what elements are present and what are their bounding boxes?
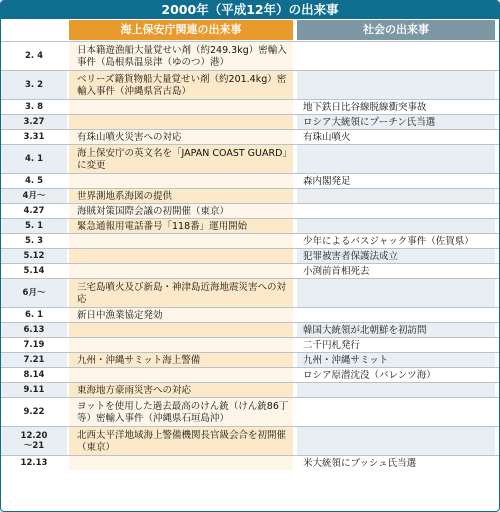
- row-society-event: [297, 427, 495, 455]
- row-coast-guard-event: ヨットを使用した過去最高のけん銃（けん銃86丁等）密輸入事件（沖縄県石垣島沖）: [69, 398, 293, 426]
- row-date: 5. 1: [1, 219, 67, 233]
- table-row: [1, 70, 499, 99]
- row-society-event: 韓国大統領が北朝鮮を初訪問: [297, 323, 495, 337]
- table-row: [1, 322, 499, 337]
- row-society-event: 米大統領にブッシュ氏当選: [297, 456, 495, 470]
- row-date: 2. 4: [1, 42, 67, 70]
- row-coast-guard-event: [69, 174, 293, 188]
- table-row: [1, 233, 499, 248]
- row-society-event: [297, 383, 495, 397]
- row-coast-guard-event: 北西太平洋地域海上警備機関長官級会合を初開催（東京）: [69, 427, 293, 455]
- table-row: [1, 129, 499, 144]
- row-coast-guard-event: [69, 249, 293, 263]
- table-row: [1, 397, 499, 426]
- row-date: 5.12: [1, 249, 67, 263]
- row-coast-guard-event: 海上保安庁の英文名を「JAPAN COAST GUARD」に変更: [69, 145, 293, 173]
- row-society-event: [297, 279, 495, 307]
- table-row: [1, 278, 499, 307]
- header-coast-guard-events: 海上保安庁関連の出来事: [69, 20, 293, 40]
- row-date: 7.21: [1, 353, 67, 367]
- table-row: [1, 144, 499, 173]
- column-headers: [1, 20, 499, 40]
- table-row: [1, 203, 499, 218]
- table-row: [1, 352, 499, 367]
- table-row: [1, 382, 499, 397]
- row-coast-guard-event: 世界測地系海図の提供: [69, 189, 293, 203]
- row-society-event: [297, 204, 495, 218]
- row-society-event: 小渕前首相死去: [297, 264, 495, 278]
- row-coast-guard-event: 東海地方豪雨災害への対応: [69, 383, 293, 397]
- row-date: 3. 2: [1, 71, 67, 99]
- row-date: 9.22: [1, 398, 67, 426]
- table-row: [1, 114, 499, 129]
- table-row: [1, 99, 499, 114]
- row-date: 3.27: [1, 115, 67, 129]
- row-date: 6月～: [1, 279, 67, 307]
- row-society-event: 少年によるバスジャック事件（佐賀県）: [297, 234, 495, 248]
- row-society-event: 九州・沖縄サミット: [297, 353, 495, 367]
- row-coast-guard-event: 緊急通報用電話番号「118番」運用開始: [69, 219, 293, 233]
- table-row: [1, 188, 499, 203]
- row-society-event: 犯罪被害者保護法成立: [297, 249, 495, 263]
- row-coast-guard-event: 九州・沖縄サミット海上警備: [69, 353, 293, 367]
- row-date: 3. 8: [1, 100, 67, 114]
- row-coast-guard-event: 海賊対策国際会議の初開催（東京）: [69, 204, 293, 218]
- row-society-event: [297, 189, 495, 203]
- row-coast-guard-event: [69, 368, 293, 382]
- header-society-events: 社会の出来事: [297, 20, 495, 40]
- table-title: 2000年（平成12年）の出来事: [1, 1, 499, 19]
- table-row: [1, 173, 499, 188]
- row-date: 12.20 ～21: [1, 427, 67, 455]
- row-coast-guard-event: [69, 456, 293, 470]
- table-row: [1, 218, 499, 233]
- row-date: 8.14: [1, 368, 67, 382]
- row-society-event: ロシア原潜沈没（バレンツ海）: [297, 368, 495, 382]
- row-date: 6. 1: [1, 308, 67, 322]
- row-date: 5. 3: [1, 234, 67, 248]
- row-coast-guard-event: 有珠山噴火災害への対応: [69, 130, 293, 144]
- row-date: 4月～: [1, 189, 67, 203]
- row-date: 6.13: [1, 323, 67, 337]
- row-society-event: 二千円札発行: [297, 338, 495, 352]
- row-date: 4. 1: [1, 145, 67, 173]
- row-date: 9.11: [1, 383, 67, 397]
- row-coast-guard-event: 日本籍遊漁船大量覚せい剤（約249.3kg）密輸入事件（島根県温泉津（ゆのつ）港）: [69, 42, 293, 70]
- row-society-event: ロシア大統領にプーチン氏当選: [297, 115, 495, 129]
- table-row: [1, 248, 499, 263]
- table-row: [1, 455, 499, 470]
- row-society-event: [297, 145, 495, 173]
- row-society-event: 有珠山噴火: [297, 130, 495, 144]
- row-society-event: [297, 71, 495, 99]
- row-coast-guard-event: 三宅島噴火及び新島・神津島近海地震災害への対応: [69, 279, 293, 307]
- row-coast-guard-event: [69, 100, 293, 114]
- table-row: [1, 367, 499, 382]
- row-society-event: [297, 398, 495, 426]
- row-society-event: [297, 42, 495, 70]
- row-date: 12.13: [1, 456, 67, 470]
- table-row: [1, 337, 499, 352]
- row-date: 7.19: [1, 338, 67, 352]
- row-date: 3.31: [1, 130, 67, 144]
- table-row: [1, 307, 499, 322]
- row-society-event: 地下鉄日比谷線脱線衝突事故: [297, 100, 495, 114]
- table-row: [1, 41, 499, 70]
- table-row: [1, 426, 499, 455]
- row-society-event: [297, 308, 495, 322]
- row-date: 5.14: [1, 264, 67, 278]
- row-coast-guard-event: [69, 338, 293, 352]
- row-coast-guard-event: ベリーズ籍貨物船大量覚せい剤（約201.4kg）密輸入事件（沖縄県宮古島）: [69, 71, 293, 99]
- row-coast-guard-event: [69, 115, 293, 129]
- row-coast-guard-event: [69, 323, 293, 337]
- table-row: [1, 263, 499, 278]
- row-coast-guard-event: [69, 234, 293, 248]
- row-coast-guard-event: [69, 264, 293, 278]
- row-society-event: [297, 219, 495, 233]
- row-date: 4. 5: [1, 174, 67, 188]
- row-coast-guard-event: 新日中漁業協定発効: [69, 308, 293, 322]
- row-society-event: 森内閣発足: [297, 174, 495, 188]
- row-date: 4.27: [1, 204, 67, 218]
